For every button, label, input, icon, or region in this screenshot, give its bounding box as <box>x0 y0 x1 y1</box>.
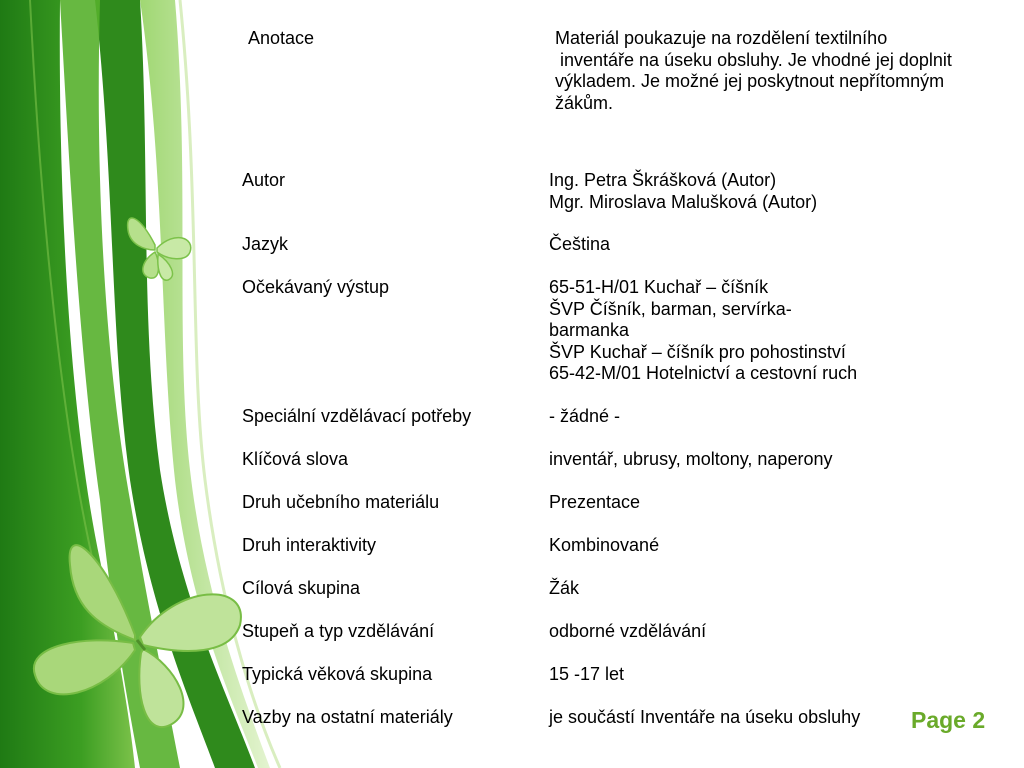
field-value-expected-output-1: 65-51-H/01 Kuchař – číšník <box>549 277 769 297</box>
field-value-target-group: Žák <box>549 578 580 598</box>
field-value-education-level: odborné vzdělávání <box>549 621 707 641</box>
field-value-material-type: Prezentace <box>549 492 641 512</box>
annotation-line: žákům. <box>555 92 614 113</box>
field-label-related-materials: Vazby na ostatní materiály <box>242 707 453 727</box>
field-value-expected-output-3: barmanka <box>549 320 630 340</box>
page-number: Page 2 <box>911 707 986 733</box>
field-value-keywords: inventář, ubrusy, moltony, naperony <box>549 449 833 469</box>
field-label-age-group: Typická věková skupina <box>242 664 433 684</box>
annotation-line: výkladem. Je možné jej poskytnout nepřítomným <box>555 71 945 91</box>
field-value-expected-output-2: ŠVP Číšník, barman, servírka- <box>549 298 792 319</box>
field-label-special-needs: Speciální vzdělávací potřeby <box>242 406 472 426</box>
annotation-label: Anotace <box>248 28 315 48</box>
field-label-material-type: Druh učebního materiálu <box>242 492 440 512</box>
field-label-keywords: Klíčová slova <box>242 449 349 469</box>
field-value-interactivity: Kombinované <box>549 535 660 555</box>
field-value-author-1: Ing. Petra Škrášková (Autor) <box>549 170 777 190</box>
field-label-interactivity: Druh interaktivity <box>242 535 377 555</box>
green-ribbon-decoration <box>0 0 300 768</box>
field-value-special-needs: - žádné - <box>549 406 621 426</box>
field-value-related-materials: je součástí Inventáře na úseku obsluhy <box>549 707 861 727</box>
field-label-target-group: Cílová skupina <box>242 578 361 598</box>
annotation-line: inventáře na úseku obsluhy. Je vhodné jej doplnit <box>555 49 952 70</box>
field-label-education-level: Stupeň a typ vzdělávání <box>242 621 435 641</box>
field-value-language: Čeština <box>549 234 611 254</box>
field-value-author-2: Mgr. Miroslava Malušková (Autor) <box>549 191 818 212</box>
annotation-text <box>555 28 952 114</box>
field-label-author: Autor <box>242 170 286 190</box>
field-value-expected-output-5: 65-42-M/01 Hotelnictví a cestovní ruch <box>549 363 858 383</box>
field-value-age-group: 15 -17 let <box>549 664 625 684</box>
annotation-line: Materiál poukazuje na rozdělení textilního <box>555 28 888 48</box>
field-label-expected-output: Očekávaný výstup <box>242 277 390 297</box>
field-value-expected-output-4: ŠVP Kuchař – číšník pro pohostinství <box>549 341 846 362</box>
field-label-language: Jazyk <box>242 234 289 254</box>
